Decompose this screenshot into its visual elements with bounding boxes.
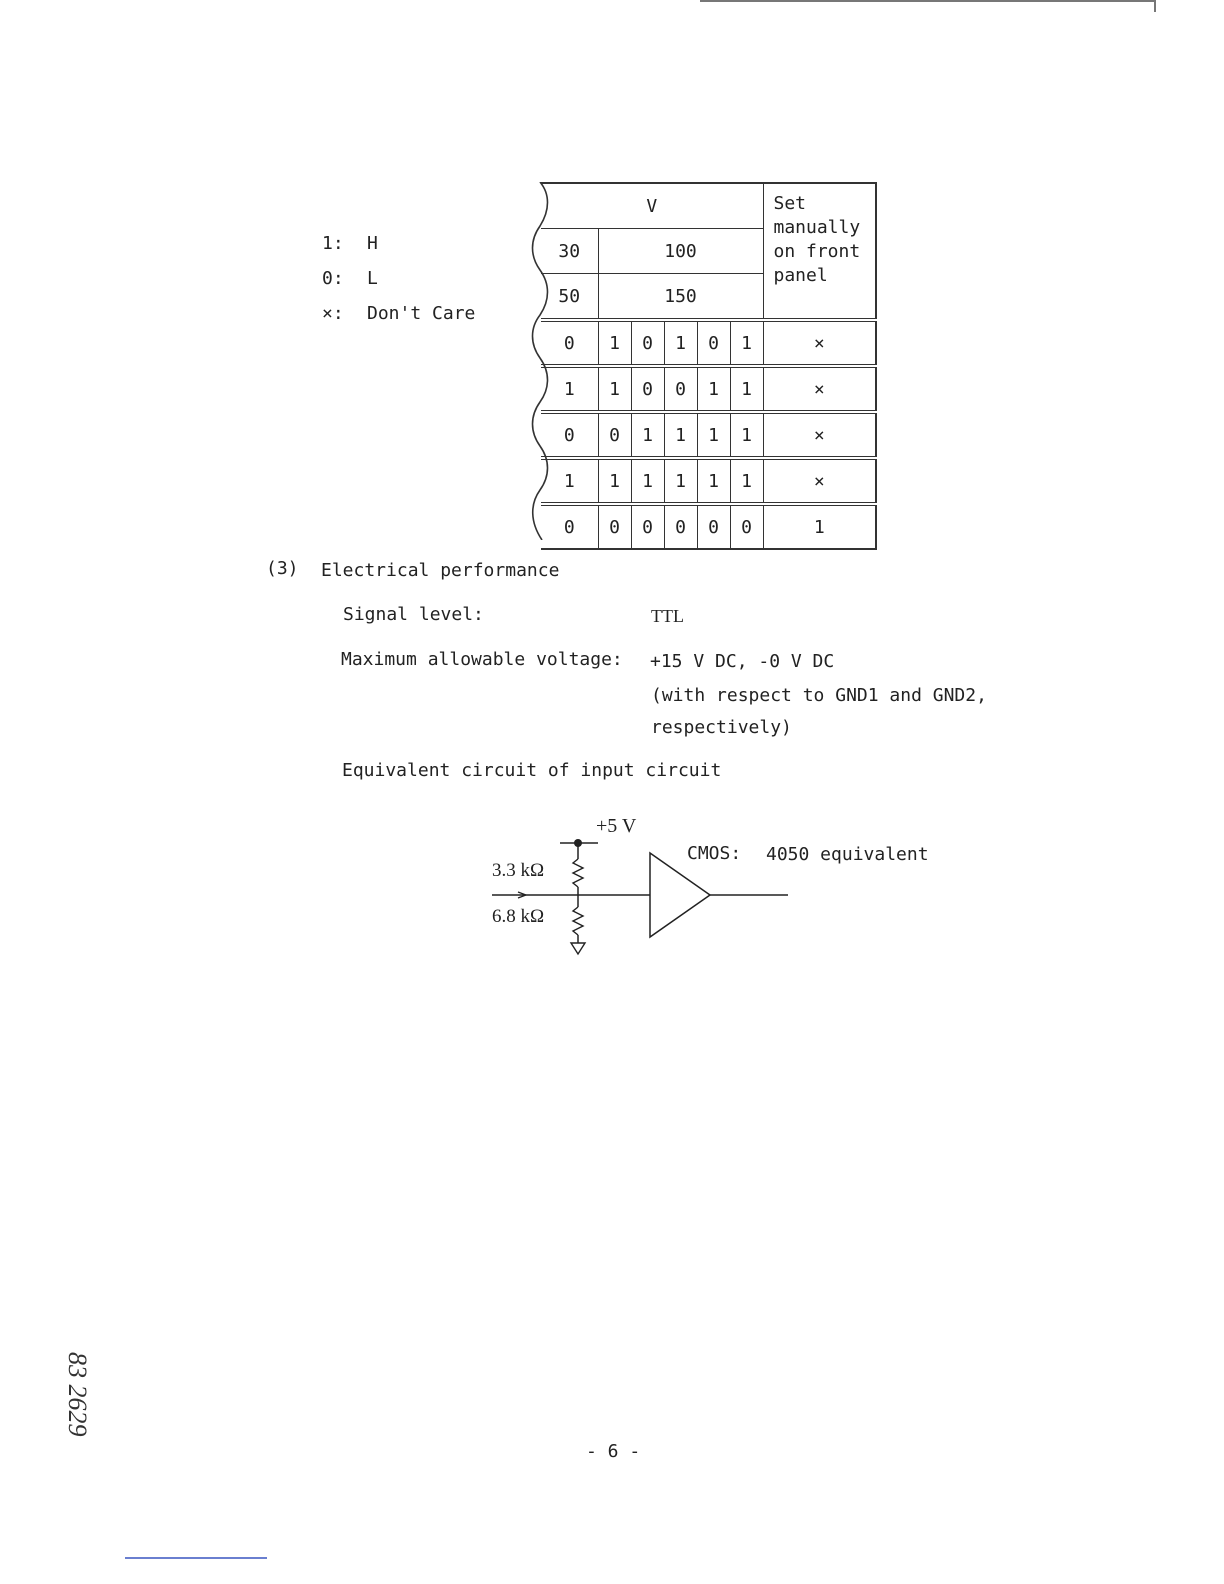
manual-setting-note: Set manually on front panel — [763, 183, 876, 320]
legend-key: 0: — [322, 268, 344, 289]
corner-edge-line — [1154, 0, 1156, 12]
bit-cell: 1 — [631, 412, 664, 458]
legend-value: H — [367, 233, 378, 254]
table-row — [541, 412, 876, 458]
header-cell: 50 — [541, 274, 598, 321]
bit-cell: 1 — [730, 320, 763, 366]
buffer-type-label: CMOS: — [687, 843, 742, 864]
buffer-type-value: 4050 equivalent — [766, 844, 929, 865]
bit-cell: 1 — [697, 366, 730, 412]
bit-cell: 1 — [697, 412, 730, 458]
resistor-r2-label: 6.8 kΩ — [492, 906, 545, 927]
signal-level-value: TTL — [651, 606, 684, 626]
margin-handwriting: 83 2629 — [63, 1352, 92, 1437]
supply-voltage-label: +5 V — [596, 815, 637, 837]
top-edge-line — [700, 0, 1156, 2]
manual-cell: × — [763, 320, 876, 366]
bit-cell: 1 — [730, 458, 763, 504]
section-number: (3) — [266, 558, 299, 579]
bit-cell: 1 — [631, 458, 664, 504]
bit-cell: 1 — [730, 366, 763, 412]
bit-cell: 1 — [664, 412, 697, 458]
bit-cell: 1 — [598, 458, 631, 504]
legend-value: L — [367, 268, 378, 289]
bit-cell: 0 — [541, 504, 598, 549]
manual-cell: × — [763, 458, 876, 504]
circuit-heading: Equivalent circuit of input circuit — [342, 760, 722, 781]
bit-cell: 0 — [697, 504, 730, 549]
bit-cell: 0 — [664, 366, 697, 412]
bit-cell: 0 — [598, 412, 631, 458]
header-cell: 100 — [598, 229, 763, 274]
bit-cell: 1 — [541, 366, 598, 412]
bit-cell: 0 — [541, 412, 598, 458]
bit-cell: 1 — [598, 320, 631, 366]
max-voltage-note-line2: respectively) — [651, 717, 792, 738]
header-cell: 150 — [598, 274, 763, 321]
legend-key: ×: — [322, 303, 344, 324]
bit-cell: 0 — [697, 320, 730, 366]
table-row — [541, 504, 876, 549]
table-row — [541, 458, 876, 504]
manual-cell: × — [763, 366, 876, 412]
resistor-r1-label: 3.3 kΩ — [492, 860, 545, 881]
bit-cell: 0 — [664, 504, 697, 549]
header-top: V — [541, 183, 763, 229]
bit-cell: 1 — [697, 458, 730, 504]
page-number: - 6 - — [586, 1441, 641, 1462]
bit-cell: 0 — [730, 504, 763, 549]
bit-cell: 1 — [598, 366, 631, 412]
bit-cell: 0 — [631, 366, 664, 412]
header-cell: 30 — [541, 229, 598, 274]
signal-level-label: Signal level: — [343, 604, 484, 625]
legend-item-h — [322, 233, 378, 254]
legend-value: Don't Care — [367, 303, 476, 324]
max-voltage-note-line1: (with respect to GND1 and GND2, — [651, 685, 987, 706]
input-circuit-diagram — [480, 835, 810, 960]
max-voltage-value: +15 V DC, -0 V DC — [650, 651, 835, 672]
manual-cell: × — [763, 412, 876, 458]
max-voltage-label: Maximum allowable voltage: — [341, 649, 623, 670]
bit-cell: 0 — [631, 504, 664, 549]
bottom-edge-line — [125, 1557, 267, 1559]
table-row — [541, 320, 876, 366]
bit-cell: 0 — [541, 320, 598, 366]
table-row — [541, 366, 876, 412]
bit-cell: 1 — [730, 412, 763, 458]
bit-cell: 1 — [541, 458, 598, 504]
legend-item-dont-care — [322, 303, 475, 324]
manual-cell: 1 — [763, 504, 876, 549]
truth-table — [541, 182, 877, 550]
legend-item-l — [322, 268, 378, 289]
bit-cell: 1 — [664, 320, 697, 366]
bit-cell: 0 — [598, 504, 631, 549]
bit-cell: 0 — [631, 320, 664, 366]
section-title: Electrical performance — [321, 560, 560, 581]
bit-cell: 1 — [664, 458, 697, 504]
legend-key: 1: — [322, 233, 344, 254]
